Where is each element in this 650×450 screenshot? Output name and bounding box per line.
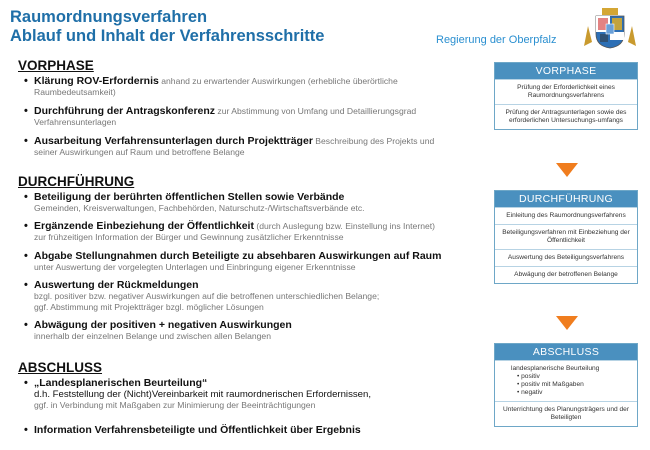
page-title	[10, 8, 324, 46]
beurteilung-option: • positiv mit Maßgaben	[517, 381, 584, 388]
panel-item: Abwägung der betroffenen Belange	[495, 266, 637, 283]
item-subline-2: ggf. Abstimmung mit Projektträger bzgl. möglicher Lösungen	[34, 302, 264, 312]
list-item: • Beteiligung der berührten öffentlichen Stellen sowie Verbände Gemeinden, Kreisverwaltungen, Fachbehörden, Naturschutz-/Wirtschaftsverbände etc.	[24, 192, 494, 214]
panel-item: Prüfung der Antragsunterlagen sowie des erforderlichen Untersuchungs-umfangs	[495, 104, 637, 129]
down-arrow-icon	[556, 316, 578, 330]
item-detail: zur Abstimmung von Umfang und Detaillierungsgrad	[215, 106, 417, 116]
organization-name: Regierung der Oberpfalz	[436, 34, 557, 46]
title-line-2: Ablauf und Inhalt der Verfahrensschritte	[10, 27, 325, 45]
item-subline: seiner Auswirkungen auf Raum und betroffene Belange	[34, 147, 245, 157]
item-lead: Beteiligung der berührten öffentlichen Stellen sowie Verbände	[34, 191, 345, 203]
sidebar-panel-vorphase	[494, 62, 638, 130]
item-subline: unter Auswertung der vorgelegten Unterlagen und Einbringung eigener Erkenntnisse	[34, 262, 356, 272]
panel-title: ABSCHLUSS	[495, 344, 637, 360]
item-strong-subline: d.h. Feststellung der (Nicht)Vereinbarkeit mit raumordnerischen Erfordernissen,	[34, 389, 371, 400]
panel-item: Beteiligungsverfahren mit Einbeziehung der Öffentlichkeit	[495, 224, 637, 249]
list-item: • Durchführung der Antragskonferenz zur Abstimmung von Umfang und Detaillierungsgrad Verfahrensunterlagen	[24, 106, 494, 128]
sidebar-panel-abschluss	[494, 343, 638, 427]
list-item: • Auswertung der Rückmeldungen bzgl. positiver bzw. negativer Auswirkungen auf die betroffenen unterschiedlichen Belange; ggf. Abstimmung mit Projektträger bzgl. möglicher Lösungen	[24, 280, 494, 313]
beurteilung-option: • negativ	[517, 389, 543, 396]
title-line-1: Raumordnungsverfahren	[10, 8, 208, 26]
panel-item: Einleitung des Raumordnungsverfahrens	[495, 207, 637, 224]
section-heading-durchfuehrung: DURCHFÜHRUNG	[18, 174, 135, 189]
panel-item: Prüfung der Erforderlichkeit eines Raumordnungsverfahrens	[495, 79, 637, 104]
sidebar-panel-durchfuehrung	[494, 190, 638, 284]
list-item: • Abgabe Stellungnahmen durch Beteiligte zu absehbaren Auswirkungen auf Raum unter Auswertung der vorgelegten Unterlagen und Einbringung eigener Erkenntnisse	[24, 251, 494, 273]
item-lead: Ausarbeitung Verfahrensunterlagen durch Projektträger	[34, 135, 313, 147]
panel-item: Auswertung des Beteiligungsverfahrens	[495, 249, 637, 266]
item-lead: Auswertung der Rückmeldungen	[34, 279, 199, 291]
bavarian-coat-of-arms-icon	[580, 6, 640, 50]
item-detail: anhand zu erwartender Auswirkungen (erhebliche überörtliche	[158, 76, 398, 86]
panel-item-beurteilung	[495, 360, 637, 401]
item-subline: bzgl. positiver bzw. negativer Auswirkungen auf die betroffenen unterschiedlichen Belange;	[34, 291, 380, 301]
list-item: • „Landesplanerischen Beurteilung“ d.h. Feststellung der (Nicht)Vereinbarkeit mit raumordnerischen Erfordernissen, ggf. in Verbindung mit Maßgaben zur Minimierung der Beeinträchtigungen	[24, 378, 494, 411]
item-subline: zur frühzeitigen Information der Bürger und Gewinnung zusätzlicher Erkenntnisse	[34, 232, 344, 242]
item-detail: (durch Auslegung bzw. Einstellung ins Internet)	[253, 221, 436, 231]
down-arrow-icon	[556, 163, 578, 177]
item-subline: ggf. in Verbindung mit Maßgaben zur Minimierung der Beeinträchtigungen	[34, 400, 316, 410]
list-item: • Ausarbeitung Verfahrensunterlagen durch Projektträger Beschreibung des Projekts und seiner Auswirkungen auf Raum und betroffene Belange	[24, 136, 494, 158]
item-subline: Gemeinden, Kreisverwaltungen, Fachbehörden, Naturschutz-/Wirtschaftsverbände etc.	[34, 203, 365, 213]
item-lead: Information Verfahrensbeteiligte und Öffentlichkeit über Ergebnis	[34, 424, 361, 436]
panel-item: Unterrichtung des Planungsträgers und der Beteiligten	[495, 401, 637, 426]
item-lead: Durchführung der Antragskonferenz	[34, 105, 216, 117]
beurteilung-label: landesplanerische Beurteilung	[511, 365, 600, 372]
item-lead: Abwägung der positiven + negativen Auswirkungen	[34, 319, 292, 331]
item-lead: Klärung ROV-Erfordernis	[34, 75, 159, 87]
item-detail: Beschreibung des Projekts und	[312, 136, 435, 146]
item-lead: Ergänzende Einbeziehung der Öffentlichkeit	[34, 220, 254, 232]
beurteilung-option: • positiv	[517, 373, 540, 380]
list-item: • Abwägung der positiven + negativen Auswirkungen innerhalb der einzelnen Belange und zwischen allen Belangen	[24, 320, 494, 342]
panel-title: VORPHASE	[495, 63, 637, 79]
list-item: • Ergänzende Einbeziehung der Öffentlichkeit (durch Auslegung bzw. Einstellung ins Internet) zur frühzeitigen Information der Bürger und Gewinnung zusätzlicher Erkenntnisse	[24, 221, 494, 243]
section-heading-vorphase: VORPHASE	[18, 58, 94, 73]
item-lead: „Landesplanerischen Beurteilung“	[34, 377, 208, 389]
list-item: • Information Verfahrensbeteiligte und Öffentlichkeit über Ergebnis	[24, 424, 361, 436]
section-heading-abschluss: ABSCHLUSS	[18, 360, 103, 375]
item-subline: innerhalb der einzelnen Belange und zwischen allen Belangen	[34, 331, 271, 341]
item-subline: Raumbedeutsamkeit)	[34, 87, 116, 97]
panel-title: DURCHFÜHRUNG	[495, 191, 637, 207]
item-subline: Verfahrensunterlagen	[34, 117, 117, 127]
list-item: • Klärung ROV-Erfordernis anhand zu erwartender Auswirkungen (erhebliche überörtliche Raumbedeutsamkeit)	[24, 76, 494, 98]
item-lead: Abgabe Stellungnahmen durch Beteiligte zu absehbaren Auswirkungen auf Raum	[34, 250, 442, 262]
